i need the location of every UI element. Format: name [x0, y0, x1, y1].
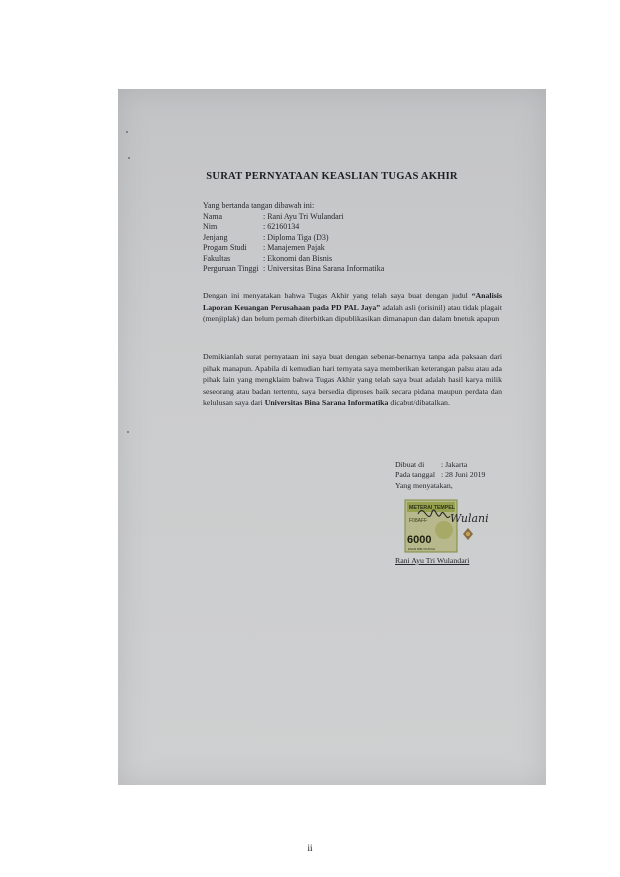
identity-label: Nama — [203, 212, 223, 221]
identity-row-perguruan — [203, 264, 384, 274]
identity-value: : Rani Ayu Tri Wulandari — [263, 212, 344, 221]
date-value: : 28 Juni 2019 — [441, 470, 486, 480]
identity-label: Jenjang — [203, 232, 228, 242]
place-value: : Jakarta — [441, 460, 468, 469]
identity-value: : Diploma Tiga (D3) — [263, 232, 329, 242]
scan-speck — [127, 431, 129, 433]
scan-speck — [128, 157, 130, 159]
page-number: ii — [307, 843, 313, 853]
stamp-bottom-text: ENAM RIBU RUPIAH — [408, 547, 435, 551]
intro-text: Yang bertanda tangan dibawah ini: — [203, 201, 315, 210]
paragraph-text: Demikianlah surat pernyataan ini saya buat dengan sebenar-benarnya tanpa ada paksaan dari pihak manapun. Apabila di kemudian hari ternyata saya memberikan keterangan palsu atau ada pihak lain yang mengklaim bahwa Tugas Akhir yang telah saya buat adalah hasil karya milik seseorang atau badan tertentu, saya bersedia diproses baik secara pidana maupun perdata dan kelulusan saya dari — [203, 352, 502, 408]
place-label: Dibuat di — [395, 460, 425, 469]
date-label: Pada tanggal — [395, 470, 436, 480]
identity-label: Nim — [203, 222, 218, 232]
statement-paragraph — [203, 290, 502, 325]
stamp-amount: 6000 — [407, 534, 432, 546]
paragraph-text: adalah asli (orisinil) atau tidak plagait (menjiplak) dan belum pernah diterbitkan dipublikasikan dimanapun dan dalam bnetuk apapun — [203, 302, 502, 324]
document-title: SURAT PERNYATAAN KEASLIAN TUGAS AKHIR — [206, 171, 458, 182]
closing-text: Yang menyatakan, — [395, 480, 453, 490]
declaration-paragraph — [203, 351, 502, 409]
identity-value: : Manajemen Pajak — [263, 243, 325, 253]
handwritten-signature: Wulani — [450, 512, 489, 525]
identity-row-jenjang — [203, 233, 384, 243]
identity-label: Progam Studi — [203, 243, 247, 253]
university-name: Universitas Bina Sarana Informatika — [264, 398, 389, 408]
identity-row-fakultas — [203, 254, 384, 264]
scanned-document — [118, 89, 546, 785]
identity-row-program — [203, 243, 384, 253]
identity-value: : 62160134 — [263, 222, 300, 232]
stamp-code: F08AFF — [409, 518, 428, 524]
identity-value: : Universitas Bina Sarana Informatika — [263, 264, 385, 274]
identity-value: : Ekonomi dan Bisnis — [263, 253, 333, 263]
identity-label: Fakultas — [203, 253, 231, 263]
signature-block — [395, 460, 485, 491]
thesis-title: “Analisis Laporan Keuangan Perusahaan pada PD PAL Jaya” — [203, 291, 502, 312]
signer-name: Rani Ayu Tri Wulandari — [395, 556, 470, 565]
identity-row-nama — [203, 212, 384, 222]
identity-table — [203, 212, 384, 274]
scan-speck — [126, 131, 128, 133]
stamp-top-text: METERAI TEMPEL — [409, 505, 455, 511]
signature-date-row — [395, 470, 485, 480]
paragraph-text: Dengan ini menyatakan bahwa Tugas Akhir yang telah saya buat dengan judul — [203, 291, 472, 300]
garuda-emblem-icon — [463, 528, 473, 540]
paragraph-text: dicabut/dibatalkan. — [388, 398, 450, 408]
revenue-stamp-with-signature — [404, 498, 489, 556]
signature-place-row — [395, 460, 485, 470]
identity-row-nim — [203, 222, 384, 232]
identity-label: Perguruan Tinggi — [203, 264, 259, 274]
